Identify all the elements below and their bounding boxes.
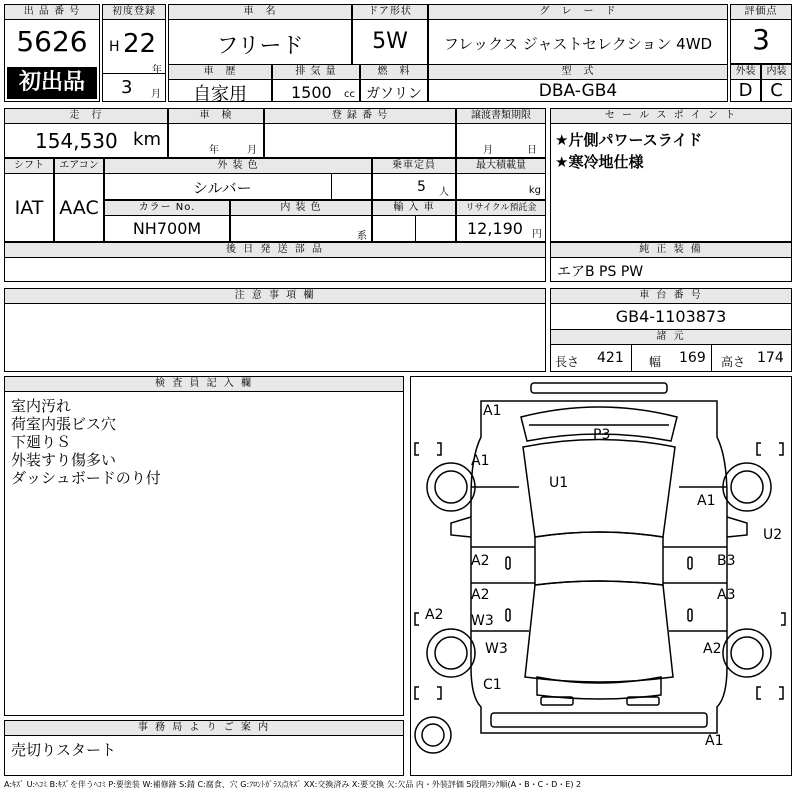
width-label: 幅 [649, 355, 662, 369]
interior-grade: C [770, 80, 783, 101]
mark-b3: B3 [717, 553, 736, 569]
capacity-cell [372, 158, 456, 200]
mileage-cell [4, 108, 168, 158]
lot-label: 出 品 番 号 [5, 5, 99, 20]
lot-number: 5626 [16, 25, 88, 58]
month-unit: 月 [151, 89, 161, 100]
displacement-label: 排 気 量 [273, 65, 359, 80]
int-color-cell [230, 200, 372, 242]
mark-a2-right: A2 [703, 641, 722, 657]
aircon-cell [54, 158, 104, 242]
score-label: 評価点 [731, 5, 791, 20]
color-no-cell [104, 200, 230, 242]
fuel-label: 燃 料 [361, 65, 427, 80]
history-value: 自家用 [193, 84, 247, 105]
sales-points-label: セ ー ル ス ポ イ ン ト [551, 109, 791, 124]
equipment-label: 純 正 装 備 [551, 243, 791, 258]
inspector-line-4: 外装すり傷多い [11, 451, 117, 469]
shift-cell [4, 158, 54, 242]
car-diagram-box [410, 376, 792, 776]
ext-color-label: 外 装 色 [105, 159, 371, 174]
height-label: 高さ [721, 355, 746, 369]
mark-p3: P3 [593, 427, 611, 443]
equipment-box [550, 242, 792, 282]
first-reg-cell [102, 4, 166, 102]
recycle-label: リサイクル預託金 [457, 201, 545, 216]
transfer-day-unit: 日 [527, 145, 537, 156]
car-name: フリード [216, 34, 304, 59]
mark-a2-side: A2 [425, 607, 444, 623]
aircon-label: エアコン [55, 159, 103, 174]
shift-value: IAT [14, 197, 44, 219]
mileage-unit: km [133, 129, 161, 150]
door-label: ドア形状 [353, 5, 427, 20]
score-value: 3 [752, 23, 770, 56]
history-cell [168, 64, 272, 105]
office-label: 事 務 局 よ り ご 案 内 [5, 721, 403, 736]
ext-color-cell [104, 158, 372, 200]
shift-label: シフト [5, 159, 53, 174]
mark-u2: U2 [763, 527, 783, 543]
mark-a1-top: A1 [483, 403, 502, 419]
sales-points-box [550, 108, 792, 242]
mark-a2-left2: A2 [471, 587, 490, 603]
width-value: 169 [679, 350, 706, 366]
capacity-unit: 人 [439, 187, 449, 198]
inspector-line-2: 荷室内張ビス穴 [11, 415, 117, 433]
inspector-box [4, 376, 404, 716]
color-no-label: カラー No. [105, 201, 229, 216]
legend-text: A:ｷｽﾞ U:ﾍｺﾐ B:ｷｽﾞを伴うﾍｺﾐ P:要塗装 W:補修跡 S:錆 C:腐食、穴 G:ﾌﾛﾝﾄｶﾞﾗｽ点ｷｽﾞ XX:交換済み X:要交換 欠:欠品 内・外装評価 5段階ﾗﾝｸ順(A・B・C・D・E) 2 [4, 780, 582, 789]
lot-cell [4, 4, 100, 102]
mark-a3: A3 [717, 587, 736, 603]
notes-label: 注 意 事 項 欄 [5, 289, 545, 304]
first-listing-badge [7, 67, 97, 99]
inspector-label: 検 査 員 記 入 欄 [5, 377, 403, 392]
first-listing-text: 初出品 [18, 70, 85, 95]
length-value: 421 [597, 350, 624, 366]
mark-w3-a: W3 [471, 613, 494, 629]
later-parts-label: 後 日 発 送 部 品 [5, 243, 545, 258]
car-name-cell [168, 4, 352, 72]
exterior-label: 外装 [731, 65, 760, 80]
first-reg-label: 初度登録 [103, 5, 165, 20]
recycle-cell [456, 200, 546, 242]
grade-cell [428, 4, 728, 72]
exterior-cell [730, 64, 761, 102]
inspection-label: 車 検 [169, 109, 263, 124]
transfer-cell [456, 108, 546, 158]
inspector-line-5: ダッシュボードのり付 [11, 469, 161, 487]
grade-value: フレックス ジャストセレクション 4WD [443, 35, 713, 53]
mileage-label: 走 行 [5, 109, 167, 124]
office-text: 売切りスタート [11, 741, 117, 759]
door-cell [352, 4, 428, 72]
history-label: 車 歴 [169, 65, 271, 80]
office-box [4, 720, 404, 776]
mark-a2-left: A2 [471, 553, 490, 569]
interior-label: 内装 [762, 65, 791, 80]
car-name-label: 車 名 [169, 5, 351, 20]
year-unit: 年 [152, 65, 162, 76]
transfer-label: 譲渡書類期限 [457, 109, 545, 124]
chassis-label: 車 台 番 号 [551, 289, 791, 304]
import-cell [372, 200, 456, 242]
max-load-unit: kg [528, 185, 541, 196]
inspector-line-1: 室内汚れ [11, 397, 72, 415]
inspection-cell [168, 108, 264, 158]
inspector-line-3: 下廻りＳ [11, 433, 72, 451]
mileage-value: 154,530 [35, 129, 118, 153]
header-section [4, 4, 792, 105]
inspection-month-unit: 月 [247, 145, 257, 156]
reg-number-label: 登 録 番 号 [265, 109, 455, 124]
car-diagram [411, 377, 790, 774]
door-type: 5W [372, 29, 408, 54]
mark-a1-bottom: A1 [705, 733, 724, 749]
interior-cell [761, 64, 792, 102]
later-parts-box [4, 242, 546, 282]
reg-month: 3 [121, 77, 133, 98]
dims-label: 諸 元 [656, 331, 686, 342]
model-value: DBA-GB4 [538, 81, 618, 101]
ext-color-value: シルバー [193, 179, 252, 197]
mark-a1-left: A1 [471, 453, 490, 469]
score-cell [730, 4, 792, 64]
recycle-unit: 円 [532, 229, 542, 240]
model-label: 型 式 [429, 65, 727, 80]
details-section [4, 108, 546, 242]
displacement-unit: cc [344, 89, 355, 100]
int-color-label: 内 装 色 [231, 201, 371, 216]
capacity-label: 乗車定員 [373, 159, 455, 174]
displacement-value: 1500 [291, 83, 332, 102]
sales-point-1: ★片側パワースライド [555, 131, 703, 149]
height-value: 174 [757, 350, 784, 366]
reg-year: 22 [123, 29, 157, 59]
chassis-number: GB4-1103873 [615, 307, 727, 326]
displacement-cell [272, 64, 360, 102]
mark-c1: C1 [483, 677, 502, 693]
model-cell [428, 64, 728, 102]
fuel-cell [360, 64, 428, 102]
capacity-value: 5 [417, 179, 426, 195]
inspection-year-unit: 年 [209, 145, 219, 156]
length-label: 長さ [555, 355, 580, 369]
max-load-label: 最大積載量 [457, 159, 545, 174]
chassis-box [550, 288, 792, 372]
max-load-cell [456, 158, 546, 200]
sales-point-2: ★寒冷地仕様 [555, 153, 644, 171]
notes-box [4, 288, 546, 372]
mark-u1: U1 [549, 475, 569, 491]
color-no-value: NH700M [132, 219, 202, 238]
reg-number-cell [264, 108, 456, 158]
era-text: H [109, 39, 120, 55]
aircon-value: AAC [59, 197, 99, 219]
import-label: 輸 入 車 [373, 201, 455, 216]
int-color-unit: 系 [357, 231, 367, 242]
equipment-value: エアB PS PW [557, 264, 644, 280]
mark-a1-right: A1 [697, 493, 716, 509]
transfer-month-unit: 月 [483, 145, 493, 156]
exterior-grade: D [738, 80, 753, 101]
grade-label: グ レ ー ド [429, 5, 727, 20]
fuel-value: ガソリン [366, 86, 422, 102]
recycle-value: 12,190 [467, 219, 523, 238]
mark-w3-b: W3 [485, 641, 508, 657]
